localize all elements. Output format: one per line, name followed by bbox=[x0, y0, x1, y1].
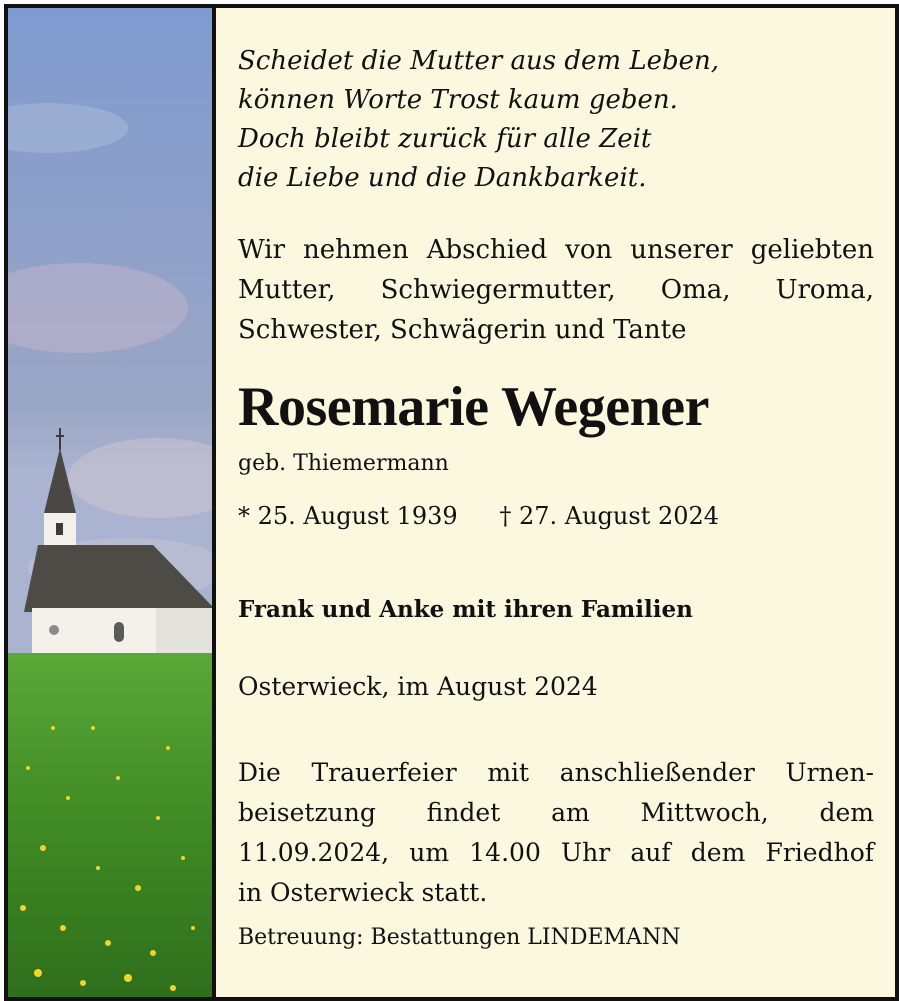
funeral-line: Die Trauerfeier mit anschließender Urnen- bbox=[238, 758, 874, 787]
intro-line: Wir nehmen Abschied von unserer geliebten bbox=[238, 235, 874, 265]
place-date: Osterwieck, im August 2024 bbox=[238, 672, 598, 701]
funeral-line: 11.09.2024, um 14.00 Uhr auf dem Friedhof bbox=[238, 838, 874, 867]
funeral-line: in Osterwieck statt. bbox=[238, 878, 488, 907]
funeral-notice bbox=[238, 753, 874, 913]
mourners: Frank und Anke mit ihren Familien bbox=[238, 596, 693, 623]
poem bbox=[238, 42, 719, 198]
poem-line: Doch bleibt zurück für alle Zeit bbox=[238, 124, 652, 154]
poem-line: können Worte Trost kaum geben. bbox=[238, 85, 678, 115]
farewell-intro bbox=[238, 230, 874, 350]
intro-line: Mutter, Schwiegermutter, Oma, Uroma, bbox=[238, 275, 874, 305]
poem-line: die Liebe und die Dankbarkeit. bbox=[238, 163, 647, 193]
intro-line: Schwester, Schwägerin und Tante bbox=[238, 315, 687, 345]
meadow bbox=[8, 653, 212, 997]
birth-date: * 25. August 1939 bbox=[238, 502, 458, 530]
funeral-line: beisetzung findet am Mittwoch, dem bbox=[238, 798, 874, 827]
undertaker: Betreuung: Bestattungen LINDEMANN bbox=[238, 925, 681, 950]
chapel-illustration bbox=[8, 8, 212, 997]
poem-line: Scheidet die Mutter aus dem Leben, bbox=[238, 46, 720, 76]
chapel-photo bbox=[8, 8, 216, 997]
deceased-name: Rosemarie Wegener bbox=[238, 376, 709, 438]
obituary-frame bbox=[4, 4, 899, 1001]
birth-name: geb. Thiemermann bbox=[238, 451, 449, 476]
life-dates bbox=[238, 498, 719, 534]
death-date: † 27. August 2024 bbox=[499, 502, 720, 530]
